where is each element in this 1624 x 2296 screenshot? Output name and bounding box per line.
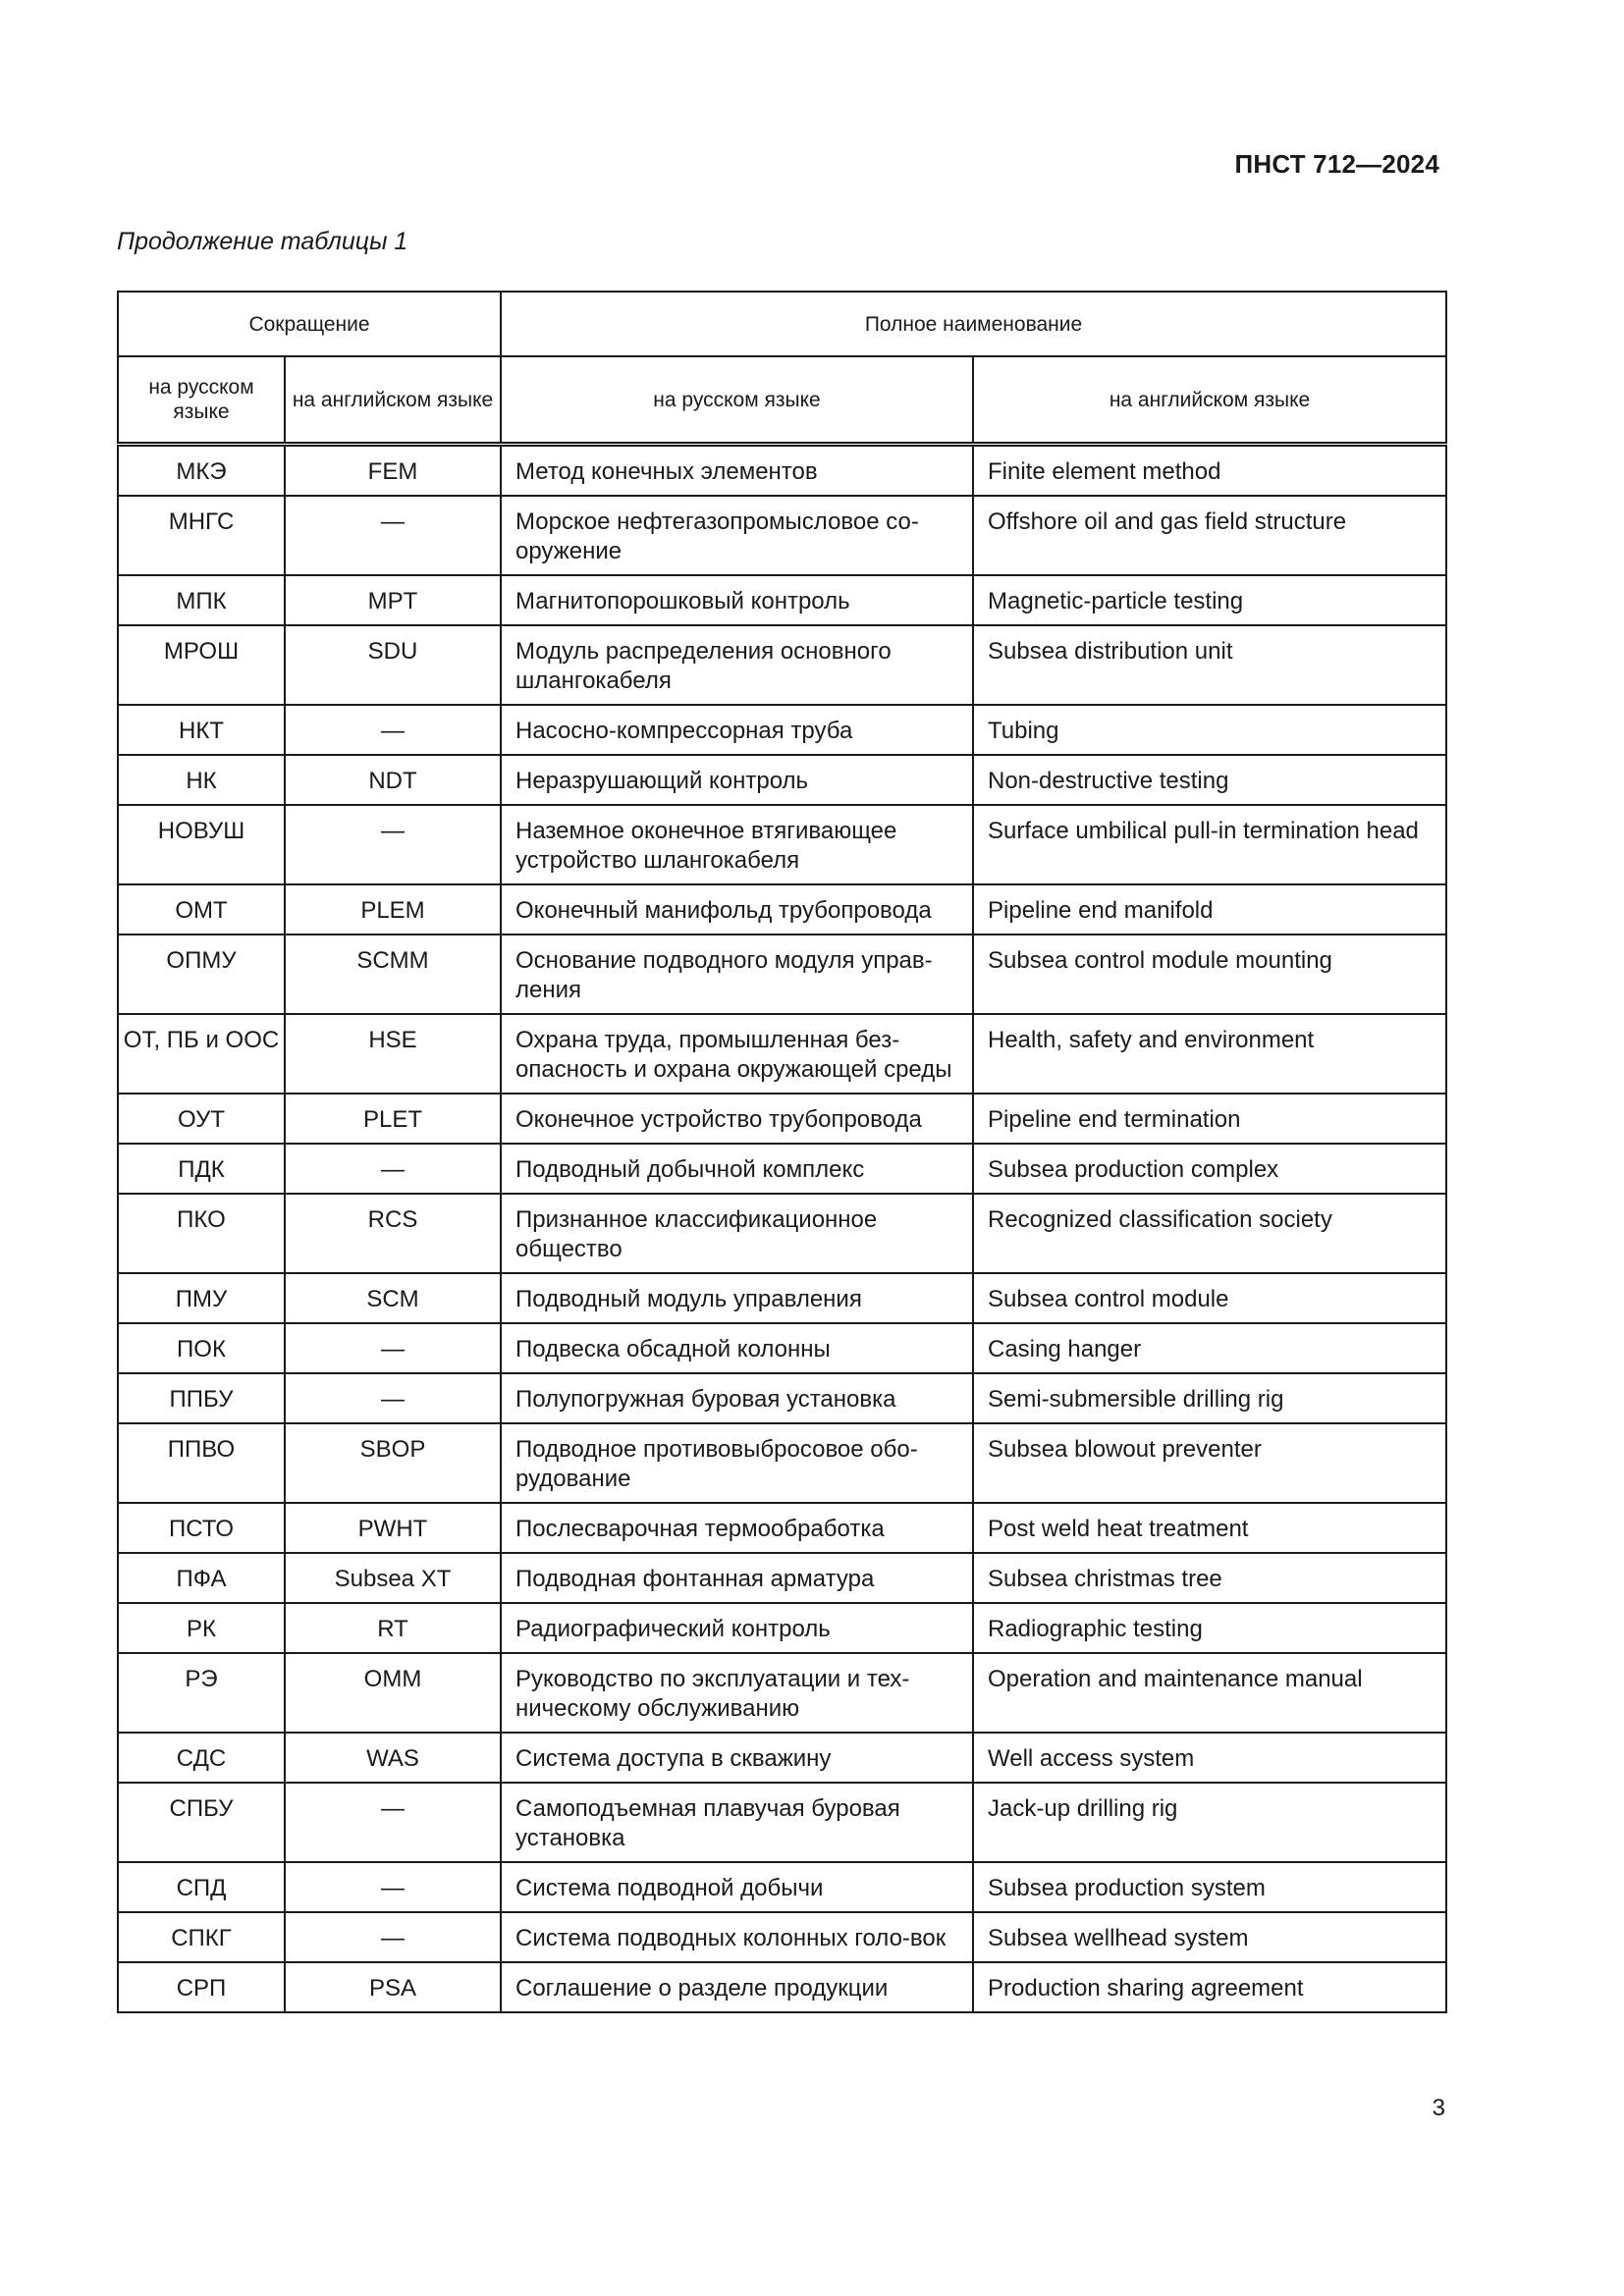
table-row (118, 1144, 1446, 1194)
cell-name-russian: Наземное оконечное втягивающее устройство шлангокабеля (501, 805, 973, 884)
cell-name-russian: Подводное противовыбросовое обо-рудование (501, 1423, 973, 1503)
table-caption: Продолжение таблицы 1 (117, 228, 408, 255)
table-row (118, 705, 1446, 755)
cell-abbr-russian: ОПМУ (118, 934, 285, 1014)
table-row (118, 1094, 1446, 1144)
cell-abbr-russian: СПБУ (118, 1783, 285, 1862)
cell-abbr-russian: МКЭ (118, 445, 285, 497)
cell-abbr-english: MPT (285, 575, 501, 625)
cell-abbr-russian: МНГС (118, 496, 285, 575)
cell-name-russian: Соглашение о разделе продукции (501, 1962, 973, 2012)
cell-name-english: Subsea distribution unit (973, 625, 1446, 705)
cell-abbr-russian: ПКО (118, 1194, 285, 1273)
cell-abbr-english: OMM (285, 1653, 501, 1733)
cell-abbr-russian: МРОШ (118, 625, 285, 705)
cell-name-russian: Неразрушающий контроль (501, 755, 973, 805)
cell-name-russian: Подвеска обсадной колонны (501, 1323, 973, 1373)
cell-name-english: Non-destructive testing (973, 755, 1446, 805)
header-abbr-english: на английском языке (285, 356, 501, 445)
cell-abbr-english: SCMM (285, 934, 501, 1014)
cell-abbr-russian: МПК (118, 575, 285, 625)
cell-name-russian: Морское нефтегазопромысловое со-оружение (501, 496, 973, 575)
cell-abbr-russian: ОТ, ПБ и ООС (118, 1014, 285, 1094)
cell-abbr-russian: СРП (118, 1962, 285, 2012)
table-body (118, 445, 1446, 2013)
table-row (118, 884, 1446, 934)
table-row (118, 805, 1446, 884)
cell-name-russian: Радиографический контроль (501, 1603, 973, 1653)
cell-abbr-russian: РЭ (118, 1653, 285, 1733)
abbreviations-table-container (117, 291, 1445, 2013)
table-row (118, 625, 1446, 705)
table-row (118, 1423, 1446, 1503)
cell-name-russian: Магнитопорошковый контроль (501, 575, 973, 625)
cell-name-english: Well access system (973, 1733, 1446, 1783)
cell-name-english: Subsea wellhead system (973, 1912, 1446, 1962)
table-row (118, 1733, 1446, 1783)
cell-abbr-russian: СДС (118, 1733, 285, 1783)
table-row (118, 1783, 1446, 1862)
cell-name-russian: Руководство по эксплуатации и тех-ническому обслуживанию (501, 1653, 973, 1733)
cell-name-english: Finite element method (973, 445, 1446, 497)
table-row (118, 496, 1446, 575)
cell-abbr-english: — (285, 1144, 501, 1194)
table-row (118, 1962, 1446, 2012)
cell-name-russian: Подводный добычной комплекс (501, 1144, 973, 1194)
cell-abbr-russian: ПФА (118, 1553, 285, 1603)
table-header (118, 292, 1446, 445)
cell-abbr-english: RT (285, 1603, 501, 1653)
cell-name-english: Casing hanger (973, 1323, 1446, 1373)
header-full-name: Полное наименование (501, 292, 1446, 356)
cell-name-russian: Послесварочная термообработка (501, 1503, 973, 1553)
cell-name-english: Subsea production complex (973, 1144, 1446, 1194)
cell-name-russian: Метод конечных элементов (501, 445, 973, 497)
cell-name-english: Production sharing agreement (973, 1962, 1446, 2012)
table-row (118, 1503, 1446, 1553)
cell-abbr-russian: РК (118, 1603, 285, 1653)
header-abbr-russian: на русском языке (118, 356, 285, 445)
table-row (118, 1862, 1446, 1912)
cell-name-english: Post weld heat treatment (973, 1503, 1446, 1553)
cell-name-english: Operation and maintenance manual (973, 1653, 1446, 1733)
table-row (118, 755, 1446, 805)
cell-abbr-russian: ОУТ (118, 1094, 285, 1144)
cell-abbr-english: WAS (285, 1733, 501, 1783)
header-name-english: на английском языке (973, 356, 1446, 445)
cell-name-english: Pipeline end termination (973, 1094, 1446, 1144)
table-row (118, 1323, 1446, 1373)
cell-name-english: Tubing (973, 705, 1446, 755)
cell-name-russian: Оконечный манифольд трубопровода (501, 884, 973, 934)
cell-name-russian: Самоподъемная плавучая буровая установка (501, 1783, 973, 1862)
cell-abbr-russian: НКТ (118, 705, 285, 755)
cell-abbr-russian: ПОК (118, 1323, 285, 1373)
cell-name-english: Radiographic testing (973, 1603, 1446, 1653)
table-row (118, 575, 1446, 625)
cell-abbr-english: Subsea XT (285, 1553, 501, 1603)
cell-abbr-english: SDU (285, 625, 501, 705)
cell-name-russian: Оконечное устройство трубопровода (501, 1094, 973, 1144)
table-row (118, 1653, 1446, 1733)
cell-name-english: Jack-up drilling rig (973, 1783, 1446, 1862)
cell-abbr-russian: ППВО (118, 1423, 285, 1503)
cell-abbr-english: PLEM (285, 884, 501, 934)
cell-name-russian: Система доступа в скважину (501, 1733, 973, 1783)
table-row (118, 1373, 1446, 1423)
cell-name-russian: Основание подводного модуля управ-ления (501, 934, 973, 1014)
cell-abbr-russian: СПД (118, 1862, 285, 1912)
document-code: ПНСТ 712—2024 (1234, 149, 1439, 179)
cell-abbr-english: FEM (285, 445, 501, 497)
cell-name-english: Offshore oil and gas field structure (973, 496, 1446, 575)
cell-abbr-english: — (285, 1862, 501, 1912)
cell-abbr-english: SBOP (285, 1423, 501, 1503)
cell-abbr-english: PWHT (285, 1503, 501, 1553)
cell-abbr-russian: НОВУШ (118, 805, 285, 884)
cell-name-english: Magnetic-particle testing (973, 575, 1446, 625)
cell-name-russian: Система подводной добычи (501, 1862, 973, 1912)
table-row (118, 1014, 1446, 1094)
header-row-groups (118, 292, 1446, 356)
abbreviations-table (117, 291, 1447, 2013)
cell-name-english: Subsea control module (973, 1273, 1446, 1323)
table-row (118, 934, 1446, 1014)
cell-name-english: Semi-submersible drilling rig (973, 1373, 1446, 1423)
cell-abbr-english: — (285, 1373, 501, 1423)
table-row (118, 1553, 1446, 1603)
cell-abbr-english: NDT (285, 755, 501, 805)
cell-abbr-english: — (285, 805, 501, 884)
table-row (118, 1273, 1446, 1323)
cell-abbr-english: SCM (285, 1273, 501, 1323)
table-row (118, 1603, 1446, 1653)
cell-abbr-english: — (285, 705, 501, 755)
cell-name-english: Subsea production system (973, 1862, 1446, 1912)
cell-abbr-english: PLET (285, 1094, 501, 1144)
cell-name-english: Subsea christmas tree (973, 1553, 1446, 1603)
cell-name-russian: Подводная фонтанная арматура (501, 1553, 973, 1603)
cell-abbr-english: — (285, 1783, 501, 1862)
cell-abbr-english: HSE (285, 1014, 501, 1094)
cell-abbr-russian: ПСТО (118, 1503, 285, 1553)
cell-name-english: Subsea control module mounting (973, 934, 1446, 1014)
cell-name-english: Health, safety and environment (973, 1014, 1446, 1094)
page-number: 3 (1432, 2095, 1445, 2121)
cell-name-russian: Охрана труда, промышленная без-опасность и охрана окружающей среды (501, 1014, 973, 1094)
cell-name-russian: Полупогружная буровая установка (501, 1373, 973, 1423)
cell-name-russian: Признанное классификационное общество (501, 1194, 973, 1273)
header-abbreviation: Сокращение (118, 292, 501, 356)
cell-abbr-russian: ППБУ (118, 1373, 285, 1423)
cell-name-russian: Модуль распределения основного шлангокабеля (501, 625, 973, 705)
cell-abbr-english: — (285, 1912, 501, 1962)
cell-abbr-english: — (285, 496, 501, 575)
cell-name-russian: Насосно-компрессорная труба (501, 705, 973, 755)
cell-abbr-english: — (285, 1323, 501, 1373)
cell-abbr-english: RCS (285, 1194, 501, 1273)
cell-abbr-russian: ОМТ (118, 884, 285, 934)
cell-abbr-english: PSA (285, 1962, 501, 2012)
table-row (118, 445, 1446, 497)
cell-name-english: Subsea blowout preventer (973, 1423, 1446, 1503)
cell-abbr-russian: СПКГ (118, 1912, 285, 1962)
cell-name-russian: Система подводных колонных голо-вок (501, 1912, 973, 1962)
cell-name-english: Recognized classification society (973, 1194, 1446, 1273)
header-row-languages (118, 356, 1446, 445)
cell-name-english: Surface umbilical pull-in termination head (973, 805, 1446, 884)
table-row (118, 1194, 1446, 1273)
cell-abbr-russian: НК (118, 755, 285, 805)
cell-abbr-russian: ПДК (118, 1144, 285, 1194)
cell-name-russian: Подводный модуль управления (501, 1273, 973, 1323)
table-row (118, 1912, 1446, 1962)
header-name-russian: на русском языке (501, 356, 973, 445)
cell-abbr-russian: ПМУ (118, 1273, 285, 1323)
cell-name-english: Pipeline end manifold (973, 884, 1446, 934)
